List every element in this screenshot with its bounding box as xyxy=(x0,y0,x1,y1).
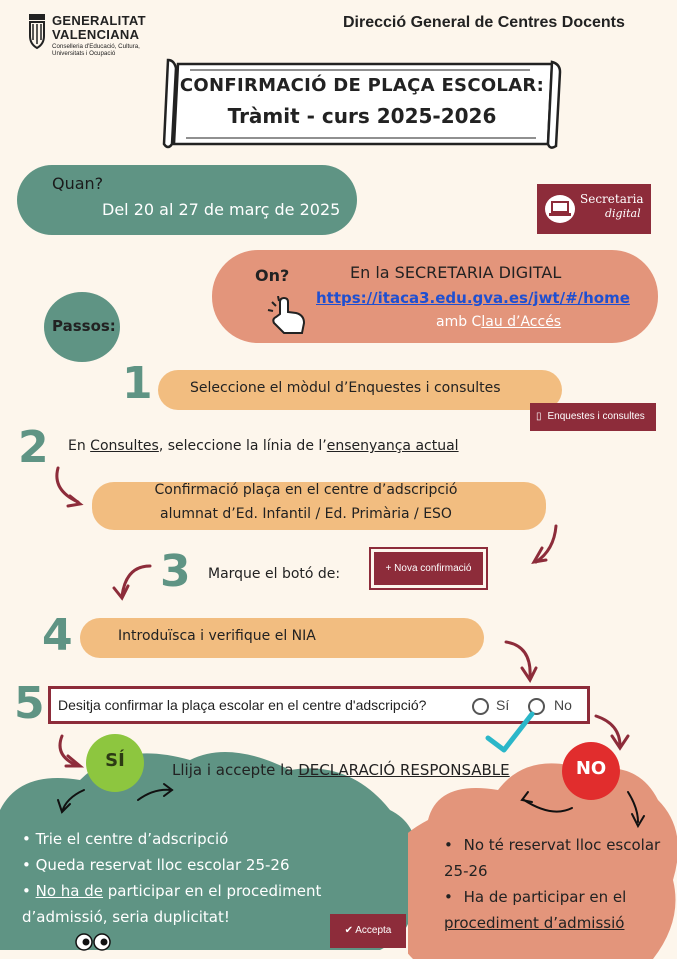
list-item: • No ha de participar en el procediment d’admissió, seria duplicitat! xyxy=(22,878,362,930)
list-item: • Queda reservat lloc escolar 25-26 xyxy=(22,852,362,878)
check-icon: ✔ xyxy=(344,925,356,936)
si-list xyxy=(22,826,362,930)
direction-title: Direcció General de Centres Docents xyxy=(343,14,625,31)
when-dates: Del 20 al 27 de març de 2025 xyxy=(102,200,341,219)
logo-title: GENERALITAT VALENCIANA xyxy=(52,13,146,42)
secretaria-word: Secretaria xyxy=(580,192,644,206)
step1-text: Seleccione el mòdul d’Enquestes i consultes xyxy=(190,380,501,396)
list-item: • Trie el centre d’adscripció xyxy=(22,826,362,852)
step-number-2: 2 xyxy=(18,422,49,473)
enquestes-consultes-button[interactable]: ▯ Enquestes i consultes xyxy=(530,403,656,431)
confirm-question: Desitja confirmar la plaça escolar en el centre d'adscripció? xyxy=(58,697,427,713)
checkmark-icon xyxy=(488,714,532,750)
step3-text: Marque el botó de: xyxy=(208,566,341,582)
accepta-button[interactable]: ✔ Accepta xyxy=(330,914,406,948)
step-number-1: 1 xyxy=(122,358,153,409)
banner-subtitle: Tràmit - curs 2025-2026 xyxy=(227,104,497,128)
step2-line1: Confirmació plaça en el centre d’adscripció xyxy=(154,482,458,498)
list-item: • Ha de participar en el procediment d’admissió xyxy=(444,884,670,936)
where-title: En la SECRETARIA DIGITAL xyxy=(350,263,562,282)
clipboard-icon: ▯ xyxy=(536,411,542,422)
no-list xyxy=(444,832,670,936)
banner-title: CONFIRMACIÓ DE PLAÇA ESCOLAR: xyxy=(179,75,545,96)
step-number-3: 3 xyxy=(160,546,191,597)
access-key-text: amb Clau d’Accés xyxy=(436,314,562,330)
step4-text: Introduïsca i verifique el NIA xyxy=(118,628,316,644)
logo-subtitle: Conselleria d'Educació, Cultura, Universitats i Ocupació xyxy=(52,43,140,57)
si-badge-text: SÍ xyxy=(105,750,125,771)
declaration-text: Llija i accepte la DECLARACIÓ RESPONSABLE xyxy=(172,761,510,779)
plus-icon: + xyxy=(385,563,395,574)
step2-line2: alumnat d’Ed. Infantil / Ed. Primària / ESO xyxy=(160,506,452,522)
nova-confirmacio-button[interactable]: + Nova confirmació xyxy=(374,552,483,585)
itaca-link[interactable]: https://itaca3.edu.gva.es/jwt/#/home xyxy=(316,289,630,307)
step-number-4: 4 xyxy=(42,610,73,661)
step2-text: En Consultes, seleccione la línia de l’ensenyança actual xyxy=(68,438,459,454)
step-number-5: 5 xyxy=(14,678,45,729)
steps-label: Passos: xyxy=(52,317,116,335)
eyes-icon xyxy=(74,932,114,952)
radio-si-label: Sí xyxy=(496,697,510,713)
when-label: Quan? xyxy=(52,174,104,193)
digital-word: digital xyxy=(605,207,641,220)
no-badge-text: NO xyxy=(575,758,607,779)
where-label: On? xyxy=(255,266,290,285)
list-item: • No té reservat lloc escolar 25-26 xyxy=(444,832,670,884)
radio-no-label: No xyxy=(554,697,572,713)
